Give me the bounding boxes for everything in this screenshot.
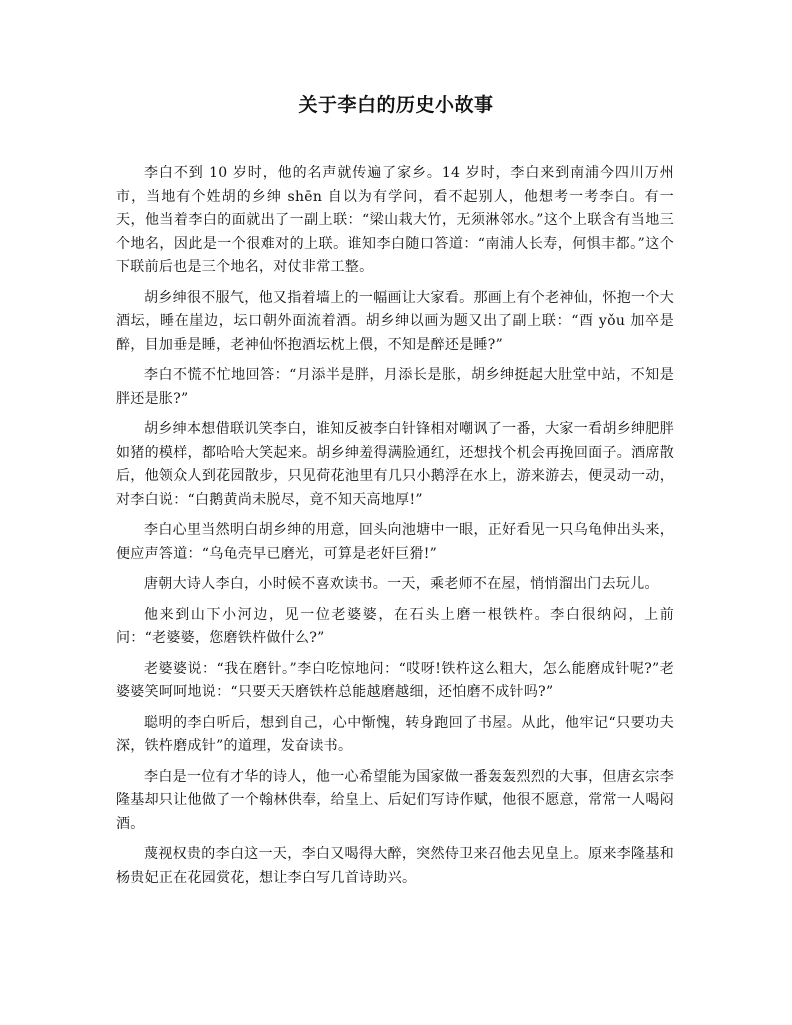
paragraph: 李白心里当然明白胡乡绅的用意，回头向池塘中一眼，正好看见一只乌龟伸出头来，便应声答道：“乌龟壳早已磨光，可算是老奸巨猾!”	[116, 522, 674, 562]
paragraph: 唐朝大诗人李白，小时候不喜欢读书。一天，乘老师不在屋，悄悄溜出门去玩儿。	[144, 576, 659, 592]
paragraph: 老婆婆说：“我在磨针。”李白吃惊地问：“哎呀!铁杵这么粗大，怎么能磨成针呢?”老婆婆笑呵呵地说：“只要天天磨铁杵总能越磨越细，还怕磨不成针吗?”	[116, 660, 674, 700]
paragraph: 胡乡绅本想借联讥笑李白，谁知反被李白针锋相对嘲讽了一番，大家一看胡乡绅肥胖如猪的模样，都哈哈大笑起来。胡乡绅羞得满脸通红，还想找个机会再挽回面子。酒席散后，他领众人到花园散步，只见荷花池里有几只小鹅浮在水上，游来游去，便灵动一动，对李白说：“白鹅黄尚未脱尽，竟不知天高地厚!”	[116, 421, 674, 508]
paragraph: 聪明的李白听后，想到自己，心中惭愧，转身跑回了书屋。从此，他牢记“只要功夫深，铁杵磨成针”的道理，发奋读书。	[116, 714, 674, 754]
paragraph: 蔑视权贵的李白这一天，李白又喝得大醉，突然侍卫来召他去见皇上。原来李隆基和杨贵妃正在花园赏花，想让李白写几首诗助兴。	[116, 846, 674, 886]
paragraph: 李白是一位有才华的诗人，他一心希望能为国家做一番轰轰烈烈的大事，但唐玄宗李隆基却只让他做了一个翰林供奉，给皇上、后妃们写诗作赋，他很不愿意，常常一人喝闷酒。	[116, 768, 674, 832]
paragraph: 他来到山下小河边，见一位老婆婆，在石头上磨一根铁杵。李白很纳闷，上前问：“老婆婆，您磨铁杵做什么?”	[116, 606, 674, 646]
paragraph: 胡乡绅很不服气，他又指着墙上的一幅画让大家看。那画上有个老神仙，怀抱一个大酒坛，睡在崖边，坛口朝外面流着酒。胡乡绅以画为题又出了副上联：“酉 yǒu 加卒是醉，目加垂是睡，老神仙怀抱酒坛枕上偎，不知是醉还是睡?”	[116, 289, 674, 353]
paragraph: 李白不慌不忙地回答：“月添半是胖，月添长是胀，胡乡绅挺起大肚堂中站，不知是胖还是胀?”	[116, 367, 674, 407]
document-body	[116, 162, 674, 897]
paragraph: 李白不到 10 岁时，他的名声就传遍了家乡。14 岁时，李白来到南浦今四川万州市，当地有个姓胡的乡绅 shēn 自以为有学问，看不起别人，他想考一考李白。有一天，他当着李白的面就出了一副上联：“梁山栽大竹，无须淋邻水。”这个上联含有当地三个地名，因此是一个很难对的上联。谁知李白随口答道：“南浦人长寿，何惧丰都。”这个下联前后也是三个地名，对仗非常工整。	[116, 165, 674, 275]
document-title: 关于李白的历史小故事	[298, 94, 494, 116]
